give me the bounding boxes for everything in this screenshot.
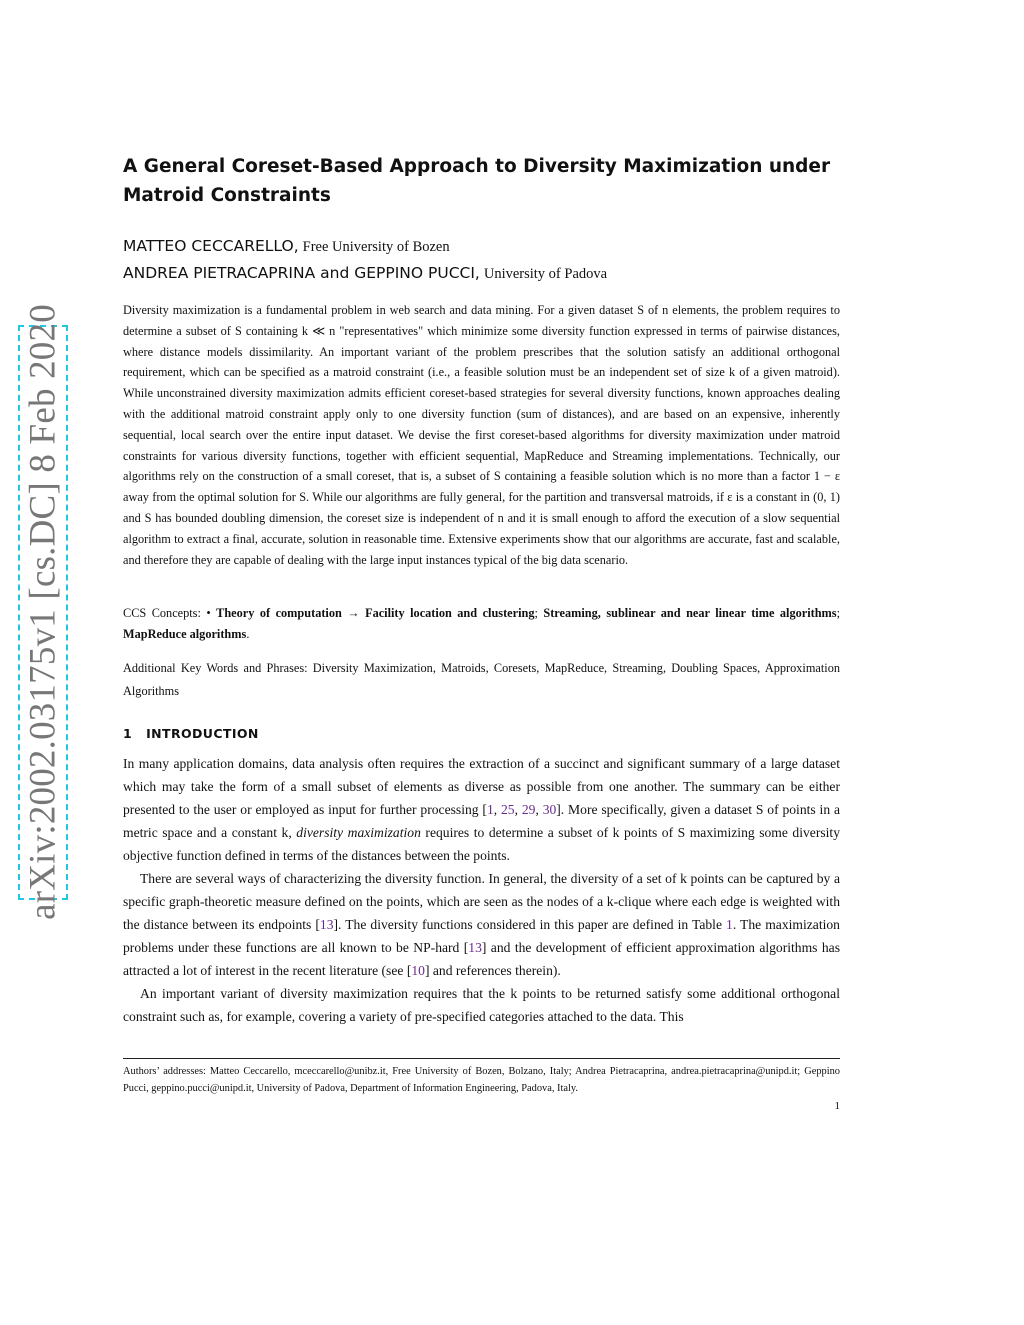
paragraph-text: ]. More specifically, given a dataset S of points in a metric space and a constant k, [123, 802, 841, 840]
author-names: MATTEO CECCARELLO, [123, 237, 299, 255]
citation-link[interactable]: 13 [319, 917, 334, 932]
ccs-concept: Streaming, sublinear and near linear time algorithms [543, 606, 837, 620]
paragraph-text: . The maximization problems under these functions are all known to be NP-hard [ [123, 917, 840, 955]
citation-link[interactable]: 30 [542, 802, 557, 817]
body-text [123, 752, 840, 1028]
keywords: Additional Key Words and Phrases: Diversity Maximization, Matroids, Coresets, MapReduce, Streaming, Doubling Spaces, Approximation Algorithms [123, 661, 840, 698]
ccs-end: . [246, 626, 250, 641]
ccs-concepts [123, 603, 840, 645]
paragraph-text: requires to determine a subset of k points of S maximizing some diversity objective function defined in terms of the distances between the points. [123, 825, 840, 863]
ccs-concept: Theory of computation → Facility location and clustering [216, 606, 535, 620]
arxiv-identifier: arXiv:2002.03175v1 [cs.DC] 8 Feb 2020 [22, 304, 64, 920]
paragraph: In many application domains, data analysis often requires the extraction of a succinct and significant summary of a large dataset which may take the form of a small subset of elements as diverse as possible from one another. The summary can be either presented to the user or employed as input for further processing [1, 25, 29, 30]. More specifically, given a dataset S of points in a metric space and a constant k, diversity maximization requires to determine a subset of k points of S maximizing some diversity objective function defined in terms of the distances between the points. [123, 756, 841, 863]
ccs-label: CCS Concepts: • [123, 606, 211, 620]
citation-link[interactable]: 29 [521, 802, 536, 817]
author-line-2 [123, 264, 607, 283]
paragraph-text: ] and the development of efficient approximation algorithms has attracted a lot of interest in the recent literature (see [ [123, 940, 840, 978]
ccs-separator: ; [534, 606, 538, 620]
paragraph-text: In many application domains, data analysis often requires the extraction of a succinct and significant summary of a large dataset which may take the form of a small subset of elements as diverse as possible from one another. The summary can be either presented to the user or employed as input for further processing [ [123, 756, 840, 817]
author-affiliation: University of Padova [483, 266, 608, 282]
emphasis: diversity maximization [296, 825, 421, 840]
author-affiliation: Free University of Bozen [302, 239, 450, 255]
table-reference-link[interactable]: 1 [726, 917, 733, 932]
paper-title: A General Coreset-Based Approach to Diversity Maximization under Matroid Constraints [123, 156, 831, 206]
citation-link[interactable]: 1 [486, 802, 494, 817]
section-heading [123, 726, 259, 741]
paragraph-text: ]. The diversity functions considered in this paper are defined in Table [333, 917, 727, 932]
ccs-separator: ; [836, 606, 840, 620]
citation-link[interactable]: 13 [468, 940, 482, 955]
section-number: 1 [123, 726, 133, 741]
page-number: 1 [834, 1100, 840, 1112]
citation-link[interactable]: 10 [411, 963, 425, 978]
authors-addresses-footnote: Authors’ addresses: Matteo Ceccarello, mceccarello@unibz.it, Free University of Bozen, Bolzano, Italy; Andrea Pietracaprina, andrea.pietracaprina@unipd.it; Geppino Pucci, geppino.pucci@unipd.it, University of Padova, Department of Information Engineering, Padova, Italy. [123, 1066, 840, 1094]
footnote-divider [123, 1058, 840, 1059]
abstract: Diversity maximization is a fundamental problem in web search and data mining. For a given dataset S of n elements, the problem requires to determine a subset of S containing k ≪ n "representatives" which minimize some diversity function expressed in terms of pairwise distances, where distance models dissimilarity. An important variant of the problem prescribes that the solution satisfy an additional orthogonal requirement, which can be specified as a matroid constraint (i.e., a feasible solution must be an independent set of size k of a given matroid). While unconstrained diversity maximization admits efficient coreset-based strategies for several diversity functions, known approaches dealing with the additional matroid constraint apply only to one diversity function (sum of distances), and are based on an expensive, inherently sequential, local search over the entire input dataset. We devise the first coreset-based algorithms for diversity maximization under matroid constraints for various diversity functions, together with efficient sequential, MapReduce and Streaming implementations. Technically, our algorithms rely on the construction of a small coreset, that is, a subset of S containing a feasible solution which is no more than a factor 1 − ε away from the optimal solution for S. While our algorithms are fully general, for the partition and transversal matroids, if ε is a constant in (0, 1) and S has bounded doubling dimension, the coreset size is independent of n and it is small enough to afford the execution of a slow sequential algorithm to extract a final, accurate, solution in reasonable time. Extensive experiments show that our algorithms are accurate, fast and scalable, and therefore they are capable of dealing with the large input instances typical of the big data scenario. [123, 303, 840, 567]
author-line-1 [123, 237, 450, 256]
citation-link[interactable]: 25 [501, 802, 515, 817]
paragraph: An important variant of diversity maximization requires that the k points to be returned satisfy some additional orthogonal constraint such as, for example, covering a variety of pre-specified categories attached to the data. This [123, 986, 840, 1024]
author-names: ANDREA PIETRACAPRINA and GEPPINO PUCCI, [123, 264, 480, 282]
paragraph [123, 867, 840, 982]
paragraph-text: There are several ways of characterizing the diversity function. In general, the diversity of a set of k points can be captured by a specific graph-theoretic measure defined on the points, which are seen as the nodes of a k-clique where each edge is weighted with the distance between its endpoints [ [123, 871, 840, 932]
section-title: INTRODUCTION [146, 726, 259, 741]
ccs-concept: MapReduce algorithms [123, 626, 247, 641]
paragraph-text: ] and references therein). [424, 963, 561, 978]
